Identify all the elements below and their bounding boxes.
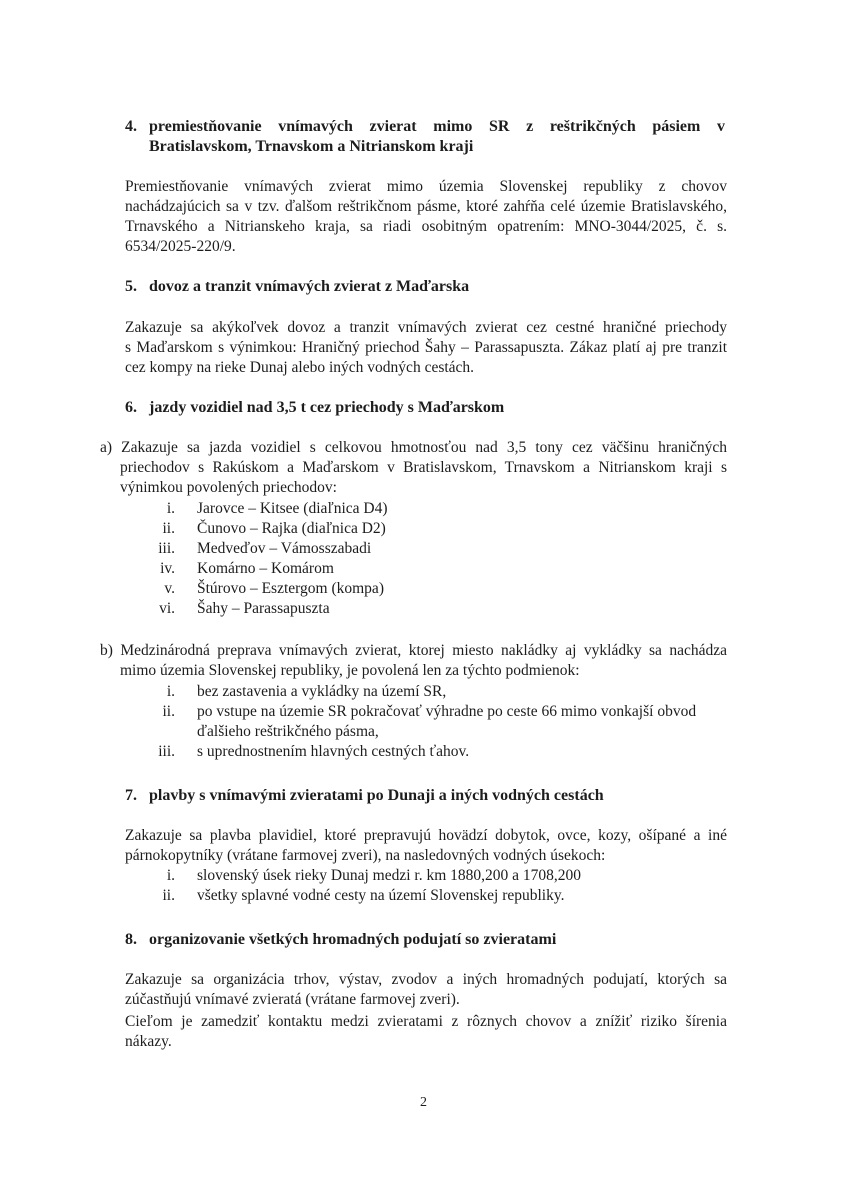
list-item: i. Jarovce – Kitsee (diaľnica D4) <box>166 500 388 517</box>
section-number: 8. <box>125 931 137 948</box>
page-number: 2 <box>420 1095 427 1110</box>
section-title: premiestňovanie vnímavých zvierat mimo SR z reštrikčných pásiem v <box>149 118 725 135</box>
text-line: nachádzajúcich sa v tzv. ďalšom reštrikčnom pásme, ktoré zahŕňa celé územie Bratislavského, <box>125 198 727 215</box>
text-line: párnokopytníky (vrátane farmovej zveri), na nasledovných vodných úsekoch: <box>125 847 606 864</box>
text-line: zúčastňujú vnímavé zvieratá (vrátane farmovej zveri). <box>125 991 460 1008</box>
section-title: plavby s vnímavými zvieratami po Dunaji a iných vodných cestách <box>149 787 604 804</box>
text-line: s Maďarskom s výnimkou: Hraničný priechod Šahy – Parassapuszta. Zákaz platí aj pre tranzit <box>125 339 727 356</box>
section-8-paragraph <box>125 970 727 1010</box>
section-5-heading <box>125 277 725 297</box>
text-line: Zakazuje sa akýkoľvek dovoz a tranzit vnímavých zvierat cez cestné hraničné priechody <box>125 319 727 336</box>
list-item: i. bez zastavenia a vykládky na území SR, <box>166 683 447 700</box>
section-number: 5. <box>125 278 137 295</box>
text-line: Premiestňovanie vnímavých zvierat mimo územia Slovenskej republiky z chovov <box>125 178 727 195</box>
section-6b-paragraph <box>100 641 727 681</box>
text-line: Zakazuje sa organizácia trhov, výstav, zvodov a iných hromadných podujatí, ktorých sa <box>125 971 727 988</box>
section-title: organizovanie všetkých hromadných podujatí so zvieratami <box>149 931 557 948</box>
section-4-heading <box>125 117 725 157</box>
text-line: a) Zakazuje sa jazda vozidiel s celkovou hmotnosťou nad 3,5 tony cez väčšinu hraničných <box>100 439 727 456</box>
list-item: ii. všetky splavné vodné cesty na území Slovenskej republiky. <box>162 887 565 904</box>
text-line: mimo územia Slovenskej republiky, je povolená len za týchto podmienok: <box>120 662 580 679</box>
text-line: cez kompy na rieke Dunaj alebo iných vodných cestách. <box>125 359 475 376</box>
section-8-paragraph-2 <box>125 1012 727 1052</box>
text-line: výnimkou povolených priechodov: <box>120 479 337 496</box>
list-item: iv. Komárno – Komárom <box>160 560 334 577</box>
section-7-paragraph <box>125 826 727 866</box>
list-item: v. Štúrovo – Esztergom (kompa) <box>164 580 384 597</box>
list-item: ii. Čunovo – Rajka (diaľnica D2) <box>162 520 386 537</box>
section-5-paragraph <box>125 318 727 378</box>
section-7-list <box>125 866 725 906</box>
section-8-heading <box>125 930 725 950</box>
section-4-paragraph <box>125 177 727 257</box>
text-line: Cieľom je zamedziť kontaktu medzi zvieratami z rôznych chovov a znížiť riziko šírenia <box>125 1013 727 1030</box>
section-number: 4. <box>125 118 137 135</box>
section-6-heading <box>125 398 725 418</box>
section-7-heading <box>125 786 725 806</box>
section-6b-list <box>125 682 725 762</box>
section-title: dovoz a tranzit vnímavých zvierat z Maďarska <box>149 278 470 295</box>
section-number: 6. <box>125 399 137 416</box>
text-line: Zakazuje sa plavba plavidiel, ktoré prepravujú hovädzí dobytok, ovce, kozy, ošípané a iné <box>125 827 727 844</box>
list-item: ďalšieho reštrikčného pásma, <box>197 723 379 740</box>
text-line: Trnavského a Nitrianskeho kraja, sa riadi osobitným opatrením: MNO-3044/2025, č. s. <box>125 218 727 235</box>
section-6a-list <box>125 499 725 619</box>
list-item: iii. Medveďov – Vámosszabadi <box>158 540 372 557</box>
text-line: priechodov s Rakúskom a Maďarskom v Bratislavskom, Trnavskom a Nitrianskom kraji s <box>120 459 727 476</box>
text-line: nákazy. <box>125 1033 172 1050</box>
list-item: ii. po vstupe na územie SR pokračovať výhradne po ceste 66 mimo vonkajší obvod <box>162 703 697 720</box>
text-line: b) Medzinárodná preprava vnímavých zvierat, ktorej miesto nakládky aj vykládky sa nachádza <box>100 642 727 659</box>
section-number: 7. <box>125 787 137 804</box>
section-6a-paragraph <box>100 438 727 498</box>
section-title: jazdy vozidiel nad 3,5 t cez priechody s Maďarskom <box>149 399 505 416</box>
list-item: vi. Šahy – Parassapuszta <box>159 600 330 617</box>
section-title-cont: Bratislavskom, Trnavskom a Nitrianskom kraji <box>149 138 474 155</box>
list-item: iii. s uprednostnením hlavných cestných ťahov. <box>158 743 470 760</box>
text-line: 6534/2025-220/9. <box>125 238 236 255</box>
list-item: i. slovenský úsek rieky Dunaj medzi r. km 1880,200 a 1708,200 <box>166 867 582 884</box>
